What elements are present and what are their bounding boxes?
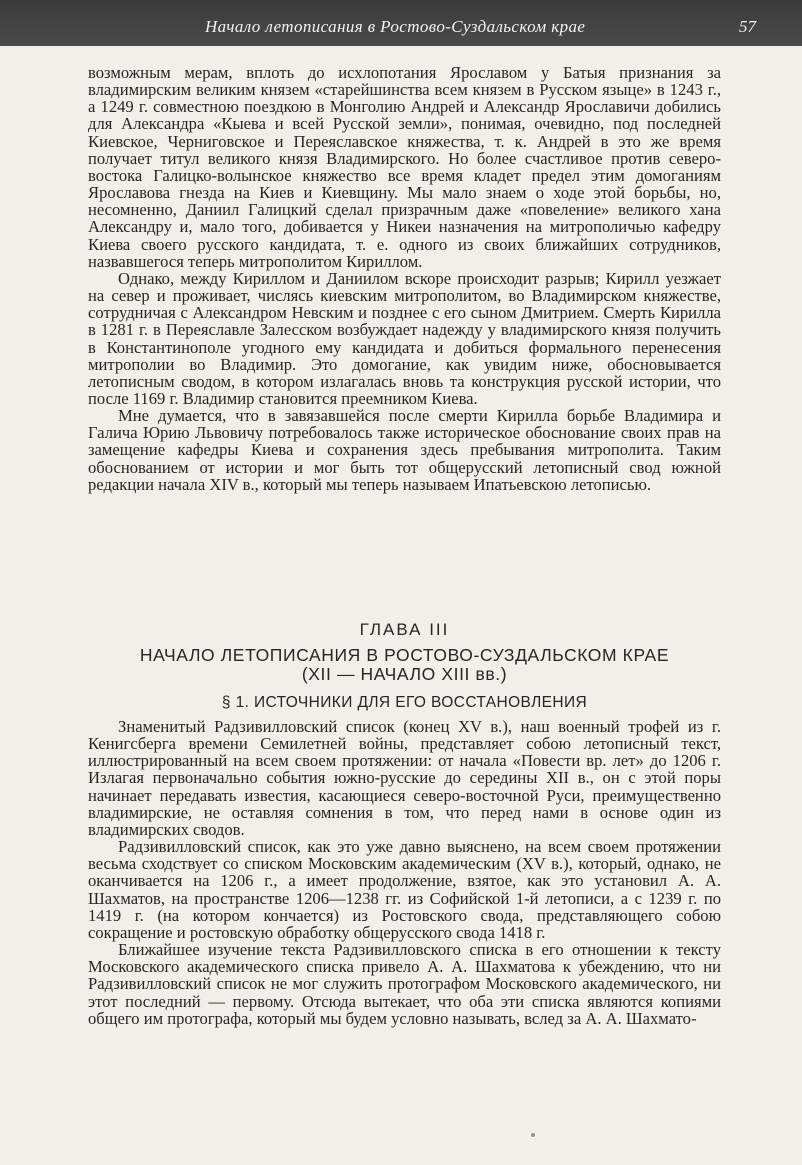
- running-header-title: Начало летописания в Ростово-Суздальском крае: [205, 17, 586, 36]
- chapter-title: [88, 646, 721, 684]
- chapter-title-line-1: НАЧАЛО ЛЕТОПИСАНИЯ В РОСТОВО-СУЗДАЛЬСКОМ КРАЕ: [139, 645, 670, 665]
- paragraph-6: Ближайшее изучение текста Радзивилловского списка в его отношении к тексту Московского академического списка привело А. А. Шахматова к убеждению, что ни Радзивилловский список не мог служить протографом Московского академического, ни этот последний — первому. Отсюда вытекает, что оба эти списка являются копиями общего им протографа, который мы будем условно называть, вслед за А. А. Шахмато-: [88, 940, 721, 1028]
- page-number: 57: [739, 17, 756, 36]
- section-title: § 1. ИСТОЧНИКИ ДЛЯ ЕГО ВОССТАНОВЛЕНИЯ: [221, 694, 588, 711]
- chapter-title-line-2: (XII — НАЧАЛО XIII вв.): [301, 664, 508, 684]
- text-block-top: [88, 64, 721, 493]
- chapter-label: ГЛАВА III: [359, 620, 450, 639]
- paragraph-1: возможным мерам, вплоть до исхлопотания Ярославом у Батыя признания за владимирским великим князем «старейшинства всем князем в Русском языце» в 1243 г., а 1249 г. совместною поездкою в Монголию Андрей и Александр Ярославичи добились для Александра «Кыева и всей Русской земли», понимая, очевидно, под последней Киевское, Черниговское и Переяславское княжества, т. к. Андрей в это же время получает титул великого князя Владимирского. Но более счастливое против северо-востока Галицко-волынское княжество все время кладет предел этим домоганиям Ярославова гнезда на Киев и Киевщину. Мы мало знаем о ходе этой борьбы, но, несомненно, Даниил Галицкий сделал призрачным даже «повеление» великого хана Александру и, мало того, добивается у Никеи назначения на митрополичью кафедру Киева своего русского кандидата, т. е. одного из своих ближайших сотрудников, назвавшегося теперь митрополитом Кириллом.: [88, 63, 721, 271]
- paragraph-3: Мне думается, что в завязавшейся после смерти Кирилла борьбе Владимира и Галича Юрию Львовичу потребовалось также историческое обоснование своих прав на замещение кафедры Киева и сохранения здесь пребывания митрополита. Таким обоснованием от истории и мог быть тот общерусский летописный свод южной редакции начала XIV в., который мы теперь называем Ипатьевскою летописью.: [88, 406, 721, 494]
- text-block-bottom: [88, 718, 721, 1027]
- running-header: [0, 0, 802, 46]
- paragraph-4: Знаменитый Радзивилловский список (конец XV в.), наш военный трофей из г. Кенигсберга времени Семилетней войны, представляет собою летописный текст, иллюстрированный на всем своем протяжении: от начала «Повести вр. лет» до 1206 г. Излагая первоначально события южно-русские до середины XII в., он с этой поры начинает передавать известия, касающиеся северо-восточной Руси, преимущественно владимирские, не оставляя сомнения в том, что перед нами в основе один из владимирских сводов.: [88, 717, 721, 839]
- paragraph-2: Однако, между Кириллом и Даниилом вскоре происходит разрыв; Кирилл уезжает на север и проживает, числясь киевским митрополитом, во Владимирском княжестве, сотрудничая с Александром Невским и позднее с его сыном Дмитрием. Смерть Кирилла в 1281 г. в Переяславле Залесском возбуждает надежду у владимирского князя получить в Константинополе угодного ему кандидата и добиться формального перенесения митрополии во Владимир. Это домогание, как увидим ниже, обосновывается летописным сводом, в котором излагалась вновь та конструкция русской истории, что после 1169 г. Владимир становится преемником Киева.: [88, 268, 721, 408]
- paragraph-5: Радзивилловский список, как это уже давно выяснено, на всем своем протяжении весьма сходствует со списком Московским академическим (XV в.), который, однако, не оканчивается на 1206 г., а имеет продолжение, взятое, как это установил А. А. Шахматов, на пространстве 1206—1238 гг. из Софийской 1-й летописи, а с 1239 г. по 1419 г. (на котором кончается) из Ростовского свода, представляющего собою сокращение и ростовскую обработку общерусского свода 1418 г.: [88, 837, 721, 942]
- scan-speck: [531, 1133, 535, 1137]
